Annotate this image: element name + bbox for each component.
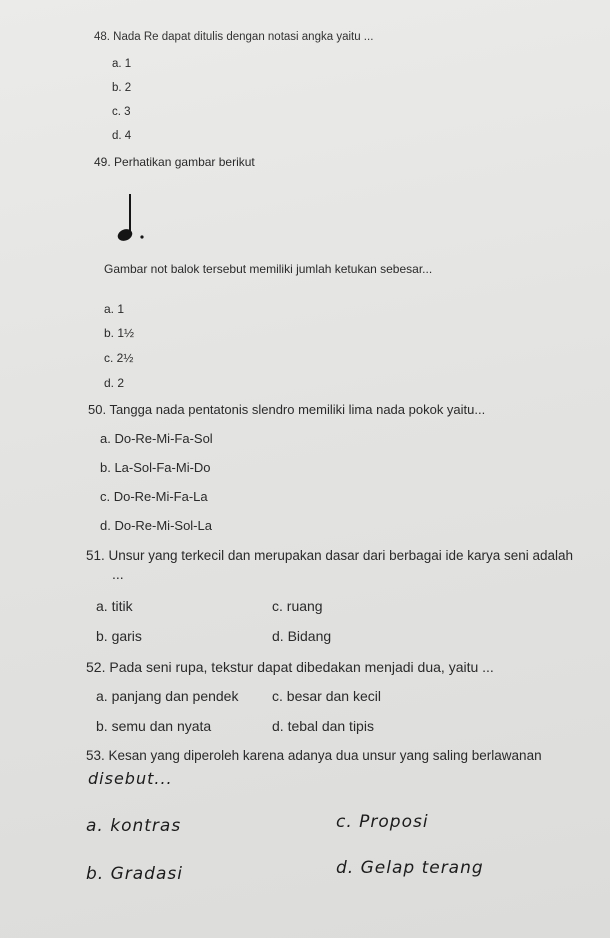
q49-option-b: b. 1½ xyxy=(104,326,135,340)
q52-option-c: c. besar dan kecil xyxy=(272,688,381,704)
question-52-text: 52. Pada seni rupa, tekstur dapat dibedakan menjadi dua, yaitu ... xyxy=(86,659,494,675)
q50-option-a: a. Do-Re-Mi-Fa-Sol xyxy=(100,431,213,446)
q49-option-d: d. 2 xyxy=(104,376,125,390)
q48-option-b: b. 2 xyxy=(112,82,132,94)
q53-handwritten-option-c: c. Proposi xyxy=(336,812,429,832)
question-53-text: 53. Kesan yang diperoleh karena adanya dua unsur yang saling berlawanan xyxy=(86,748,542,763)
q49-option-c: c. 2½ xyxy=(104,351,134,365)
q50-option-c: c. Do-Re-Mi-Fa-La xyxy=(100,489,208,504)
q53-handwritten-continuation: disebut... xyxy=(88,769,173,788)
question-50-text: 50. Tangga nada pentatonis slendro memiliki lima nada pokok yaitu... xyxy=(88,402,486,417)
question-49-prompt: Gambar not balok tersebut memiliki jumlah ketukan sebesar... xyxy=(104,262,433,276)
q53-handwritten-option-a: a. kontras xyxy=(86,816,182,836)
q53-handwritten-option-b: b. Gradasi xyxy=(86,864,183,884)
q49-option-a: a. 1 xyxy=(104,302,125,316)
q50-option-b: b. La-Sol-Fa-Mi-Do xyxy=(100,460,211,475)
q48-option-c: c. 3 xyxy=(112,106,131,118)
q51-option-b: b. garis xyxy=(96,628,142,644)
q48-option-a: a. 1 xyxy=(112,58,132,70)
dotted-quarter-note-icon xyxy=(108,190,168,250)
q52-option-b: b. semu dan nyata xyxy=(96,718,212,734)
q53-handwritten-option-d: d. Gelap terang xyxy=(336,858,484,878)
question-51-continuation: ... xyxy=(112,566,124,582)
q48-option-d: d. 4 xyxy=(112,130,132,142)
question-48-text: 48. Nada Re dapat ditulis dengan notasi angka yaitu ... xyxy=(94,31,374,43)
q51-option-a: a. titik xyxy=(96,598,133,614)
q52-option-d: d. tebal dan tipis xyxy=(272,718,374,734)
question-51-text: 51. Unsur yang terkecil dan merupakan dasar dari berbagai ide karya seni adalah xyxy=(86,548,574,563)
q51-option-c: c. ruang xyxy=(272,598,323,614)
q51-option-d: d. Bidang xyxy=(272,628,332,644)
q50-option-d: d. Do-Re-Mi-Sol-La xyxy=(100,518,212,533)
question-49-text: 49. Perhatikan gambar berikut xyxy=(94,155,255,169)
q52-option-a: a. panjang dan pendek xyxy=(96,688,239,704)
